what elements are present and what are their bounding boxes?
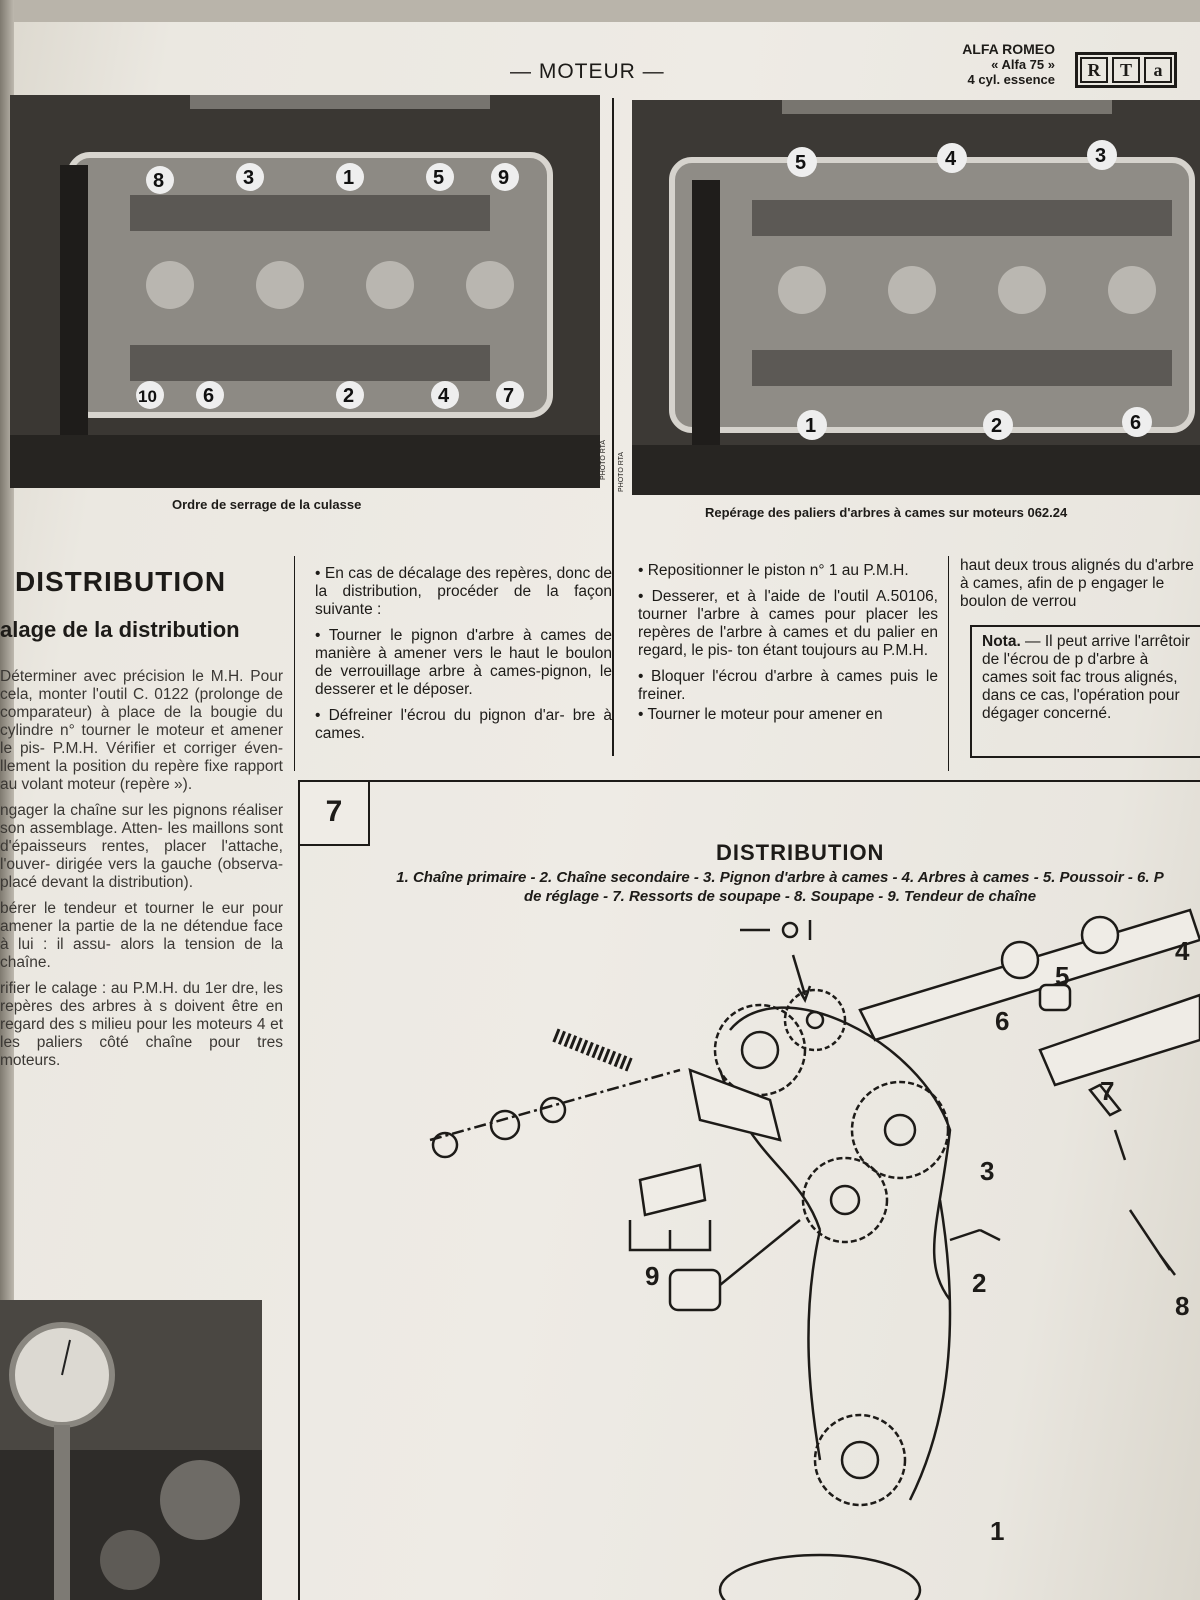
column-divider	[948, 556, 949, 771]
figure-legend-line-1: 1. Chaîne primaire - 2. Chaîne secondaire - 3. Pignon d'arbre à cames - 4. Arbres à cames - 5. Poussoir - 6. P	[396, 869, 1164, 886]
paragraph: bérer le tendeur et tourner le eur pour amener la partie de la ne détendue face à lui : il assu- alors la tension de la chaîne.	[0, 900, 283, 971]
paragraph: • En cas de décalage des repères, donc de la distribution, procéder de la façon suivante :	[315, 565, 612, 618]
photo-credit-left: PHOTO RTA	[600, 439, 607, 480]
callout-9: 9	[645, 1261, 660, 1291]
brand-line-3: 4 cyl. essence	[967, 72, 1055, 87]
photo-right-label: 6	[1130, 412, 1142, 434]
section-title: DISTRIBUTION	[15, 566, 227, 597]
callout-5: 5	[1055, 961, 1070, 991]
photo-credit-right: PHOTO RTA	[618, 451, 625, 492]
photo-dial-gauge	[0, 1300, 262, 1600]
logo-letter-a: a	[1144, 57, 1172, 83]
photo-right-label: 4	[945, 148, 957, 170]
callout-8: 8	[1175, 1291, 1190, 1321]
page-top-shadow	[0, 0, 1200, 22]
callout-2: 2	[972, 1268, 987, 1298]
photo-left-label: 7	[503, 385, 515, 407]
paragraph: haut deux trous alignés du d'arbre à cames, afin de p engager le boulon de verrou	[960, 557, 1194, 610]
photo-left-label: 8	[153, 170, 165, 192]
paragraph: • Bloquer l'écrou d'arbre à cames puis le freiner.	[638, 668, 938, 703]
section-subtitle: alage de la distribution	[0, 617, 240, 642]
photo-right-label: 1	[805, 415, 817, 437]
text-column-2	[315, 565, 612, 751]
paragraph: Déterminer avec précision le M.H. Pour cela, monter l'outil C. 0122 (prolonge de comparateur) à place de la bougie du cylindre n° tourner le moteur et amener le pis- P.M.H. Vérifier et corriger éven- llement la position du repère fixe rapport au volant moteur (repère »).	[0, 668, 283, 793]
paragraph: rifier le calage : au P.M.H. du 1er dre, les repères des arbres à s doivent être en regard des s milieu pour les moteurs 4 et les paliers côté chaîne pour tres moteurs.	[0, 980, 283, 1069]
brand-block	[935, 42, 1055, 87]
callout-1: 1	[990, 1516, 1005, 1546]
photo-left-label: 1	[343, 167, 355, 189]
brand-line-2: « Alfa 75 »	[991, 57, 1055, 72]
photo-left-label: 3	[243, 167, 255, 189]
paragraph: • Tourner le moteur pour amener en	[638, 706, 883, 723]
callout-3: 3	[980, 1156, 995, 1186]
callout-7: 7	[1100, 1076, 1115, 1106]
photo-left-label: 9	[498, 167, 510, 189]
paragraph: • Repositionner le piston n° 1 au P.M.H.	[638, 562, 909, 579]
column-divider	[294, 556, 295, 771]
caption-left: Ordre de serrage de la culasse	[172, 497, 362, 512]
paragraph: ngager la chaîne sur les pignons réaliser son assemblage. Atten- les maillons sont d'épaisseurs rentes, placer l'attache, l'ouver- dirigée vers la gauche (observa- placé devant la distribution).	[0, 802, 283, 891]
timing-chain-exploded-drawing	[300, 900, 1200, 1600]
logo-letter-t: T	[1112, 57, 1140, 83]
rta-logo	[1075, 52, 1177, 88]
logo-letter-r: R	[1080, 57, 1108, 83]
figure-title: DISTRIBUTION	[716, 840, 885, 865]
nota-box	[970, 625, 1200, 758]
section-header: — MOTEUR —	[510, 60, 665, 83]
photo-left-label: 4	[438, 385, 450, 407]
text-column-4	[960, 557, 1200, 619]
callout-4: 4	[1175, 936, 1190, 966]
paragraph: • Défreiner l'écrou du pignon d'ar- bre à cames.	[315, 707, 612, 742]
photo-cylinder-head-tightening	[10, 95, 600, 488]
photo-camshaft-bearings	[632, 100, 1200, 495]
callout-6: 6	[995, 1006, 1010, 1036]
nota-text: — Il peut arrive l'arrêtoir de l'écrou de p d'arbre à cames soit fac trous alignés, dans ce cas, l'opération pour dégager concerné.	[982, 633, 1190, 722]
paragraph: • Desserer, et à l'aide de l'outil A.50106, tourner l'arbre à cames pour placer les repères de l'arbre à cames et du palier en regard, le pis- ton étant toujours au P.M.H.	[638, 588, 938, 659]
photo-right-label: 3	[1095, 145, 1107, 167]
photo-left-label: 2	[343, 385, 355, 407]
text-column-1	[0, 668, 283, 1078]
caption-right: Repérage des paliers d'arbres à cames sur moteurs 062.24	[705, 505, 1068, 520]
photo-right-label: 5	[795, 152, 807, 174]
nota-label: Nota.	[982, 633, 1021, 650]
photo-right-label: 2	[991, 415, 1003, 437]
photo-left-label: 6	[203, 385, 215, 407]
brand-line-1: ALFA ROMEO	[962, 41, 1055, 57]
column-divider	[612, 98, 614, 756]
photo-left-label: 5	[433, 167, 445, 189]
photo-left-label: 10	[138, 387, 157, 406]
text-column-3	[638, 562, 938, 732]
paragraph: • Tourner le pignon d'arbre à cames de manière à amener vers le haut le boulon de verrouillage arbre à cames-pignon, le desserer et le déposer.	[315, 627, 612, 698]
figure-number: 7	[298, 780, 370, 846]
figure-legend-line-2: de réglage - 7. Ressorts de soupape - 8. Soupape - 9. Tendeur de chaîne	[523, 888, 1037, 905]
